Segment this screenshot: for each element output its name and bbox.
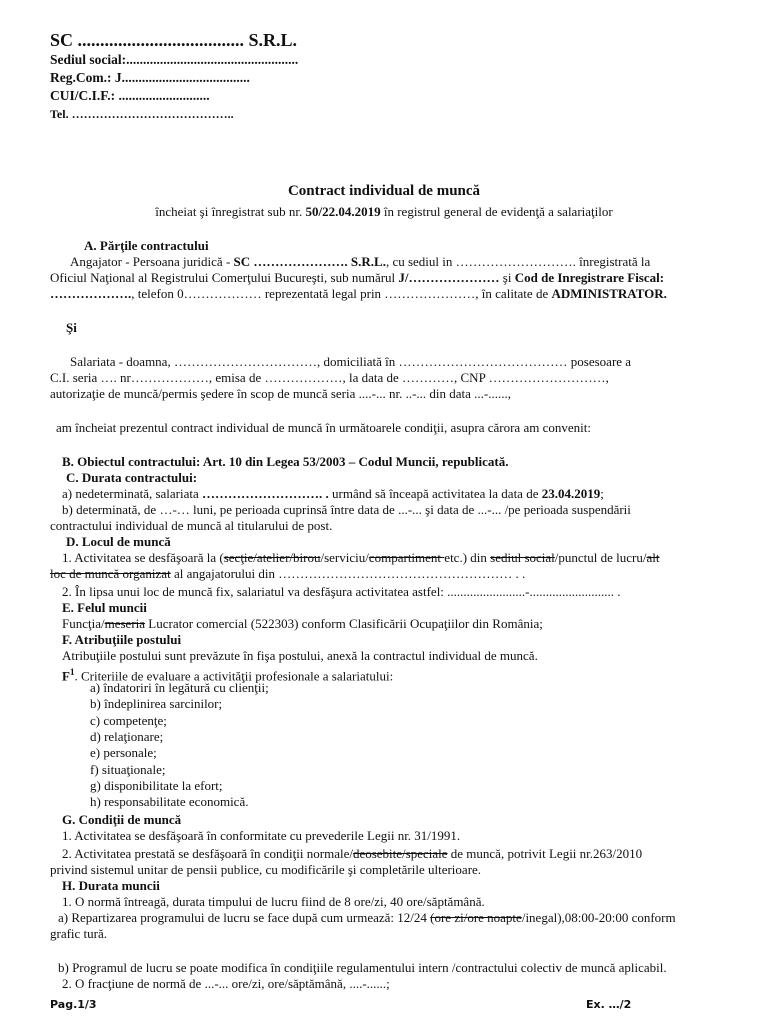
employee-line-1: Salariata - doamna, ……………………………, domiciliată în ………………………………… posesoare a: [70, 354, 632, 369]
duration-indefinite: a) nedeterminată, salariata ………………………. . urmând să înceapă activitatea la data de 23.04.2019;: [62, 486, 604, 501]
duties-line: Atribuţiile postului sunt prevăzute în fişa postului, anexă la contractul individual de muncă.: [62, 648, 538, 663]
start-date: 23.04.2019: [541, 486, 601, 501]
conditions-line-2: 2. Activitatea prestată se desfăşoară în condiţii normale/deosebite/speciale de muncă, potrivit Legii nr.263/2010: [62, 846, 643, 861]
employee-line-2: C.I. seria …. nr………………, emisa de ………………, la data de …………, CNP ………………………,: [50, 370, 609, 385]
copy-number: Ex. …/2: [586, 998, 632, 1011]
section-h-heading: H. Durata muncii: [62, 878, 160, 893]
criteria-item: f) situaţionale;: [90, 761, 166, 777]
registration-number: 50/22.04.2019: [305, 204, 381, 219]
section-a-heading: A. Părţile contractului: [84, 238, 209, 253]
work-hours-line-3: grafic tură.: [50, 926, 108, 941]
employee-line-3: autorizaţie de muncă/permis şedere în scop de muncă seria ....-... nr. ..-... din data ...-......,: [50, 386, 511, 401]
duration-determined-1: b) determinată, de …-… luni, pe perioada cuprinsă între data de ...-... şi data de ...-... /pe perioada suspendării: [62, 502, 631, 517]
employer-line-1: Angajator - Persoana juridică - SC …………………. S.R.L., cu sediul in ………………………. înregistrată la: [70, 254, 651, 269]
employer-line-3: ………………., telefon 0……………… reprezentată legal prin …………………, în calitate de ADMINISTRATOR.: [50, 286, 667, 301]
and-word: Şi: [66, 320, 77, 335]
contract-subtitle: încheiat şi înregistrat sub nr. 50/22.04.2019 în registrul general de evidenţă a salariaţilor: [155, 204, 613, 219]
section-f-heading: F. Atribuţiile postului: [62, 632, 182, 647]
employer-line-2: Oficiul Naţional al Registrului Comerţului Bucureşti, sub numărul J/………………… şi Cod de Inregistrare Fiscal:: [50, 270, 665, 285]
criteria-item: g) disponibilitate la efort;: [90, 777, 223, 793]
criteria-item: c) competenţe;: [90, 712, 167, 728]
section-c-heading: C. Durata contractului:: [66, 470, 198, 485]
work-hours-line-4: b) Programul de lucru se poate modifica în condiţiile regulamentului intern /contractului colectiv de muncă aplicabil.: [58, 960, 667, 975]
section-g-heading: G. Condiţii de muncă: [62, 812, 182, 827]
workplace-line-2: loc de muncă organizat al angajatorului din ……………………………………………… . .: [50, 566, 526, 581]
agreement-statement: am încheiat prezentul contract individual de muncă în următoarele condiţii, asupra cărora am convenit:: [56, 420, 591, 435]
telephone: Tel. …………………………………..: [50, 107, 234, 121]
company-name: SC ..................................... S.R.L.: [50, 30, 298, 50]
trade-register: Reg.Com.: J......................................: [50, 70, 250, 85]
work-hours-line-5: 2. O fracţiune de normă de ...-... ore/zi, ore/săptămână, ....-......;: [62, 976, 390, 991]
contract-title: Contract individual de muncă: [287, 183, 481, 199]
conditions-line-1: 1. Activitatea se desfăşoară în conformitate cu prevederile Legii nr. 31/1991.: [62, 828, 461, 843]
criteria-item: h) responsabilitate economică.: [90, 794, 249, 810]
workplace-line-1: 1. Activitatea se desfăşoară la (secţie/atelier/birou/serviciu/compartiment etc.) din sediul social/punctul de lucru/alt: [62, 550, 660, 565]
registered-office: Sediul social:...................................................: [50, 52, 299, 67]
work-hours-line-1: 1. O normă întreagă, durata timpului de lucru fiind de 8 ore/zi, 40 ore/săptămână.: [62, 894, 485, 909]
criteria-item: b) îndeplinirea sarcinilor;: [90, 696, 223, 712]
section-e-heading: E. Felul muncii: [62, 600, 147, 615]
duration-determined-2: contractului individual de muncă al titularului de post.: [50, 518, 333, 533]
work-hours-line-2: a) Repartizarea programului de lucru se face după cum urmează: 12/24 (ore zi/ore noapte/inegal),08:00-20:00 conform: [58, 910, 676, 925]
section-b-heading: B. Obiectul contractului: Art. 10 din Legea 53/2003 – Codul Muncii, republicată.: [62, 454, 509, 469]
conditions-line-3: privind sistemul unitar de pensii publice, cu modificările şi completările ulterioare.: [50, 862, 482, 877]
fiscal-code: CUI/C.I.F.: ...........................: [50, 88, 210, 103]
section-d-heading: D. Locul de muncă: [66, 534, 171, 549]
criteria-item: a) îndatoriri în legătură cu clienţii;: [90, 680, 269, 695]
job-function: Funcţia/meseria Lucrator comercial (522303) conform Clasificării Ocupaţiilor din România;: [62, 616, 543, 631]
page-number: Pag.1/3: [50, 998, 97, 1011]
criteria-item: e) personale;: [90, 745, 157, 761]
workplace-line-3: 2. În lipsa unui loc de muncă fix, salariatul va desfăşura activitatea astfel: ........................-.......................... .: [62, 584, 621, 599]
criteria-item: d) relaţionare;: [90, 728, 164, 744]
evaluation-criteria: $F^1$. Criteriile de evaluare a activităţii profesionale a salariatului:: [62, 667, 394, 684]
